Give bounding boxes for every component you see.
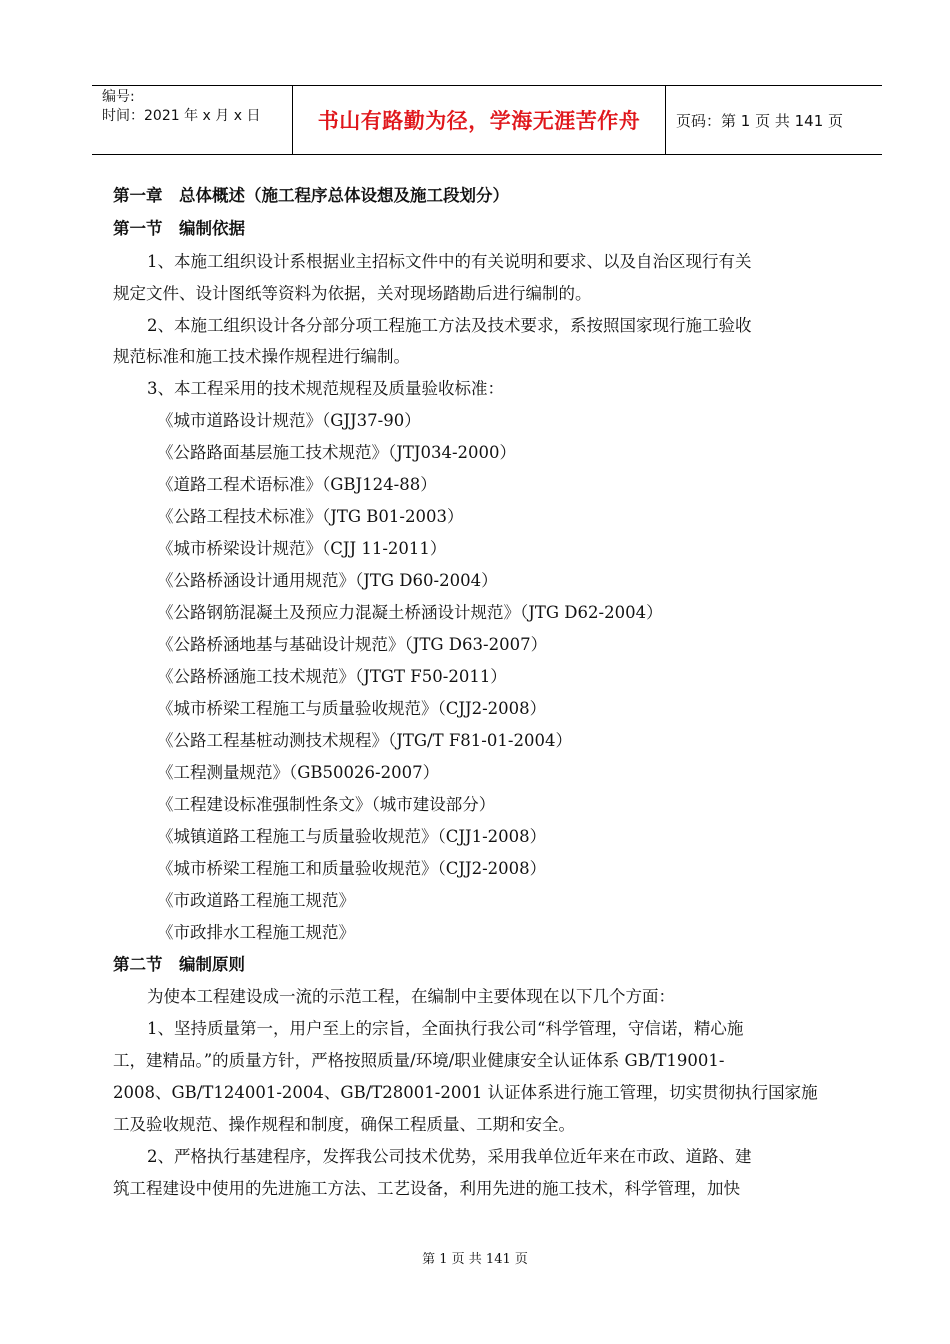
spec-item: 《公路工程基桩动测技术规程》（JTG/T F81-01-2004） bbox=[157, 731, 572, 750]
header-motto: 书山有路勤为径，学海无涯苦作舟 bbox=[293, 86, 666, 154]
paragraph-line: 工，建精品。”的质量方针，严格按照质量/环境/职业健康安全认证体系 GB/T19001- bbox=[113, 1051, 725, 1070]
section-title: 第一节 编制依据 bbox=[113, 219, 245, 238]
page-header bbox=[92, 85, 882, 155]
spec-item: 《公路路面基层施工技术规范》（JTJ034-2000） bbox=[157, 443, 517, 462]
spec-item: 《道路工程术语标准》（GBJ124-88） bbox=[157, 475, 437, 494]
page-footer: 第 1 页 共 141 页 bbox=[422, 1252, 528, 1267]
paragraph-line: 3、本工程采用的技术规范规程及质量验收标准： bbox=[147, 379, 504, 398]
spec-item: 《城市道路设计规范》（GJJ37-90） bbox=[157, 411, 421, 430]
spec-item: 《工程建设标准强制性条文》（城市建设部分） bbox=[157, 795, 496, 814]
spec-item: 《城市桥梁工程施工与质量验收规范》（CJJ2-2008） bbox=[157, 699, 547, 718]
header-meta-cell bbox=[92, 86, 293, 154]
chapter-title: 第一章 总体概述（施工程序总体设想及施工段划分） bbox=[113, 186, 509, 205]
paragraph-line: 1、本施工组织设计系根据业主招标文件中的有关说明和要求、以及自治区现行有关 bbox=[147, 252, 752, 271]
paragraph-line: 2、本施工组织设计各分部分项工程施工方法及技术要求，系按照国家现行施工验收 bbox=[147, 316, 752, 335]
spec-item: 《公路桥涵施工技术规范》（JTGT F50-2011） bbox=[157, 667, 507, 686]
paragraph-line: 规定文件、设计图纸等资料为依据，关对现场踏勘后进行编制的。 bbox=[113, 284, 592, 303]
paragraph-line: 2、严格执行基建程序，发挥我公司技术优势，采用我单位近年来在市政、道路、建 bbox=[147, 1147, 752, 1166]
spec-item: 《公路钢筋混凝土及预应力混凝土桥涵设计规范》（JTG D62-2004） bbox=[157, 603, 663, 622]
paragraph-line: 1、坚持质量第一，用户至上的宗旨，全面执行我公司“科学管理，守信诺，精心施 bbox=[147, 1019, 744, 1038]
spec-item: 《公路工程技术标准》（JTG B01-2003） bbox=[157, 507, 464, 526]
spec-item: 《城市桥梁工程施工和质量验收规范》（CJJ2-2008） bbox=[157, 859, 547, 878]
header-page-count: 页码：第 1 页 共 141 页 bbox=[676, 111, 844, 130]
spec-item: 《城镇道路工程施工与质量验收规范》（CJJ1-2008） bbox=[157, 827, 547, 846]
document-time-label: 时间：2021 年 x 月 x 日 bbox=[102, 108, 261, 124]
paragraph-line: 筑工程建设中使用的先进施工方法、工艺设备，利用先进的施工技术，科学管理，加快 bbox=[113, 1179, 740, 1198]
spec-item: 《市政道路工程施工规范》 bbox=[157, 891, 355, 910]
spec-item: 《市政排水工程施工规范》 bbox=[157, 923, 355, 942]
paragraph-line: 工及验收规范、操作规程和制度，确保工程质量、工期和安全。 bbox=[113, 1115, 575, 1134]
spec-item: 《城市桥梁设计规范》（CJJ 11-2011） bbox=[157, 539, 447, 558]
document-number-label: 编号: bbox=[102, 89, 135, 105]
spec-item: 《工程测量规范》（GB50026-2007） bbox=[157, 763, 440, 782]
paragraph-line: 2008、GB/T124001-2004、GB/T28001-2001 认证体系进行施工管理，切实贯彻执行国家施 bbox=[113, 1083, 818, 1102]
spec-item: 《公路桥涵设计通用规范》（JTG D60-2004） bbox=[157, 571, 498, 590]
section-title: 第二节 编制原则 bbox=[113, 955, 245, 974]
paragraph-line: 规范标准和施工技术操作规程进行编制。 bbox=[113, 347, 410, 366]
paragraph-line: 为使本工程建设成一流的示范工程，在编制中主要体现在以下几个方面： bbox=[147, 987, 675, 1006]
spec-item: 《公路桥涵地基与基础设计规范》（JTG D63-2007） bbox=[157, 635, 548, 654]
